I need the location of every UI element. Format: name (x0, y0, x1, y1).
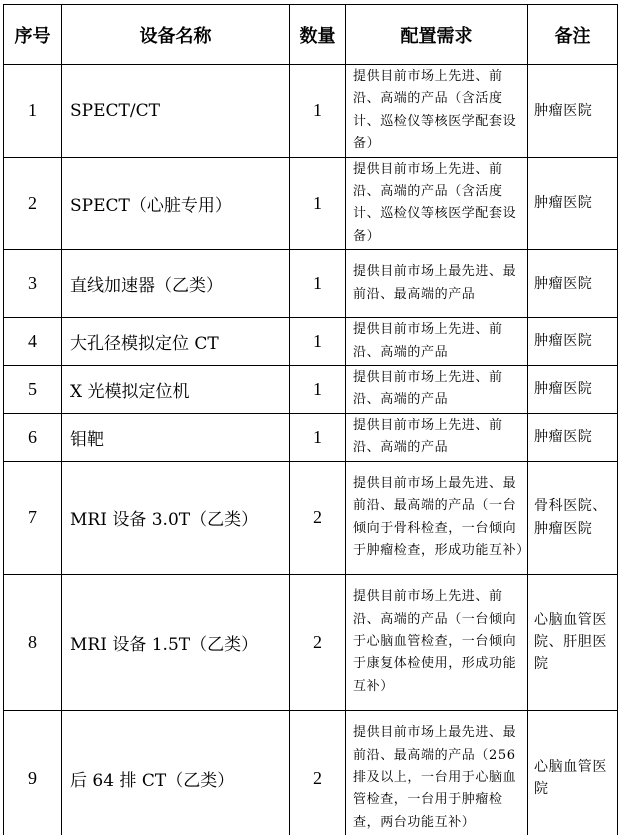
cell-quantity: 2 (290, 710, 346, 835)
cell-requirement: 提供目前市场上先进、前沿、高端的产品 (346, 413, 528, 461)
table-row (4, 65, 618, 158)
cell-index: 6 (4, 413, 62, 461)
cell-requirement: 提供目前市场上先进、前沿、高端的产品 (346, 318, 528, 366)
table-header (4, 5, 618, 65)
cell-note: 心脑血管医院 (528, 710, 618, 835)
cell-note: 肿瘤医院 (528, 250, 618, 318)
cell-name: 直线加速器（乙类） (62, 250, 290, 318)
header-quantity: 数量 (290, 5, 346, 65)
cell-requirement: 提供目前市场上先进、前沿、高端的产品（含活度计、巡检仪等核医学配套设备） (346, 157, 528, 250)
cell-note: 骨科医院、肿瘤医院 (528, 461, 618, 574)
cell-index: 9 (4, 710, 62, 835)
cell-note: 肿瘤医院 (528, 157, 618, 250)
header-row (4, 5, 618, 65)
cell-note: 肿瘤医院 (528, 65, 618, 158)
cell-requirement: 提供目前市场上最先进、最前沿、最高端的产品（一台倾向于骨科检查，一台倾向于肿瘤检查，形成功能互补） (346, 461, 528, 574)
cell-quantity: 2 (290, 461, 346, 574)
cell-requirement: 提供目前市场上先进、前沿、高端的产品（含活度计、巡检仪等核医学配套设备） (346, 65, 528, 158)
cell-note: 心脑血管医院、肝胆医院 (528, 574, 618, 710)
cell-quantity: 1 (290, 65, 346, 158)
cell-quantity: 2 (290, 574, 346, 710)
cell-note: 肿瘤医院 (528, 318, 618, 366)
cell-quantity: 1 (290, 318, 346, 366)
cell-name: MRI 设备 1.5T（乙类） (62, 574, 290, 710)
cell-quantity: 1 (290, 250, 346, 318)
cell-quantity: 1 (290, 366, 346, 414)
table-row (4, 461, 618, 574)
cell-requirement: 提供目前市场上最先进、最前沿、最高端的产品（256 排及以上，一台用于心脑血管检查，一台用于肿瘤检查，两台功能互补） (346, 710, 528, 835)
cell-name: 后 64 排 CT（乙类） (62, 710, 290, 835)
cell-name: 钼靶 (62, 413, 290, 461)
cell-name: SPECT（心脏专用） (62, 157, 290, 250)
cell-index: 5 (4, 366, 62, 414)
cell-index: 3 (4, 250, 62, 318)
cell-index: 8 (4, 574, 62, 710)
cell-index: 7 (4, 461, 62, 574)
cell-name: 大孔径模拟定位 CT (62, 318, 290, 366)
cell-requirement: 提供目前市场上先进、前沿、高端的产品 (346, 366, 528, 414)
table-row (4, 250, 618, 318)
table-row (4, 710, 618, 835)
header-name: 设备名称 (62, 5, 290, 65)
header-requirement: 配置需求 (346, 5, 528, 65)
cell-index: 2 (4, 157, 62, 250)
equipment-table (3, 4, 618, 835)
table-row (4, 366, 618, 414)
table-row (4, 318, 618, 366)
cell-quantity: 1 (290, 413, 346, 461)
table-row (4, 574, 618, 710)
cell-index: 4 (4, 318, 62, 366)
cell-requirement: 提供目前市场上最先进、最前沿、最高端的产品 (346, 250, 528, 318)
table-body (4, 65, 618, 835)
cell-note: 肿瘤医院 (528, 413, 618, 461)
cell-quantity: 1 (290, 157, 346, 250)
cell-name: SPECT/CT (62, 65, 290, 158)
header-index: 序号 (4, 5, 62, 65)
table-row (4, 157, 618, 250)
cell-index: 1 (4, 65, 62, 158)
header-note: 备注 (528, 5, 618, 65)
cell-name: X 光模拟定位机 (62, 366, 290, 414)
table-row (4, 413, 618, 461)
cell-requirement: 提供目前市场上先进、前沿、高端的产品（一台倾向于心脑血管检查，一台倾向于康复体检使用，形成功能互补） (346, 574, 528, 710)
cell-name: MRI 设备 3.0T（乙类） (62, 461, 290, 574)
cell-note: 肿瘤医院 (528, 366, 618, 414)
